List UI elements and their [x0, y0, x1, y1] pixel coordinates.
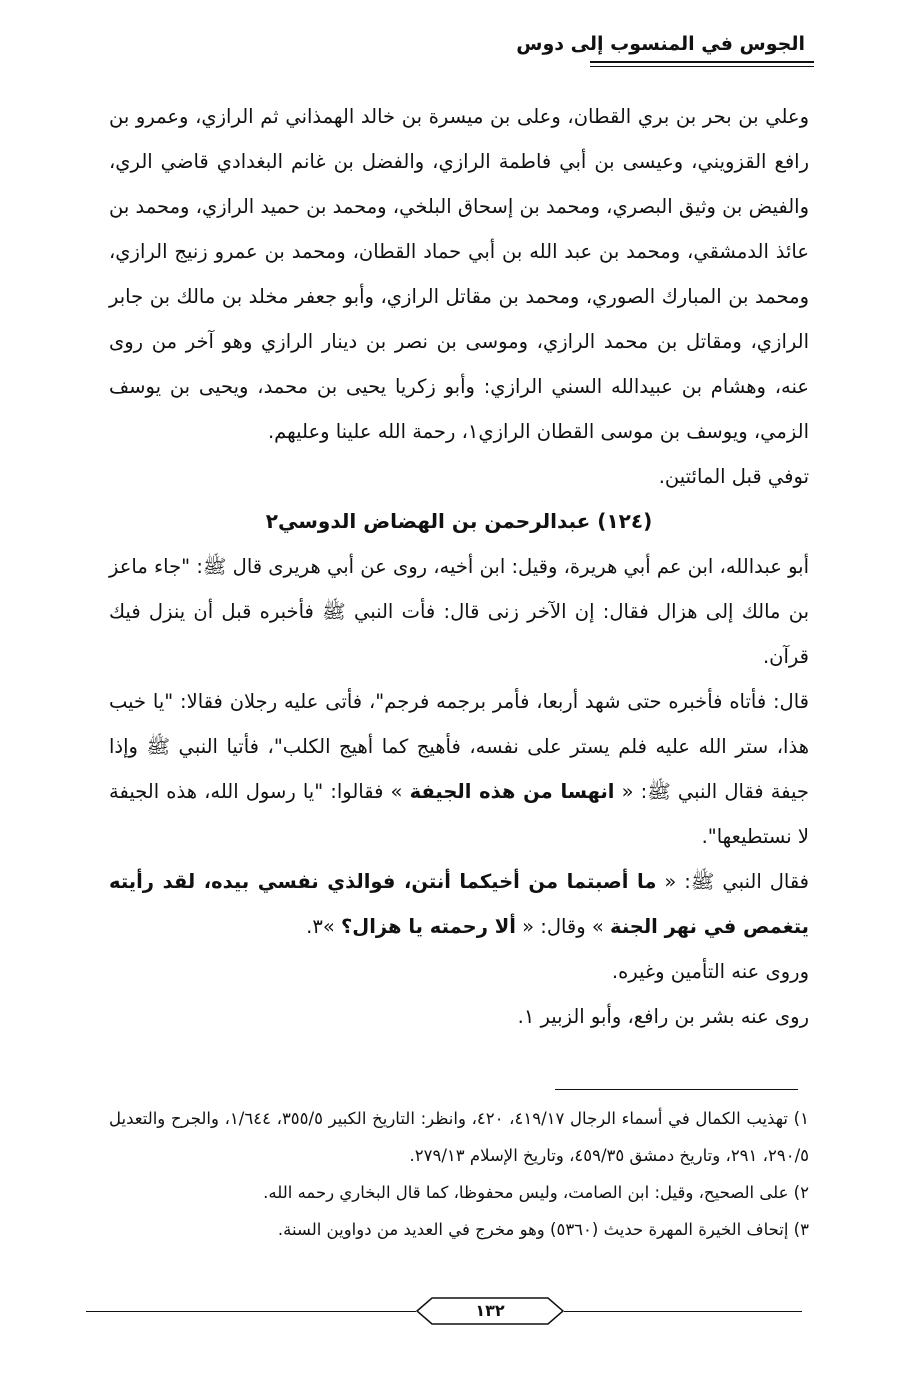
hadith-quote-bold: انهسا من هذه الجيفة	[409, 780, 615, 803]
paragraph-narrated-from: وروى عنه التأمين وغيره.	[611, 960, 809, 983]
text-run: قال: فأتاه فأخبره حتى شهد أربعا، فأمر برجمه فرجم"، فأتى عليه رجلان فقالا: "يا خيب هذا، ستر الله عليه فلم يستر على نفسه، فأهيج كما أهيج الكلب"، فأتيا النبي ﷺ وإذا جيفة فقال النبي ﷺ: «	[109, 690, 809, 803]
page-number-line-right	[564, 1311, 802, 1312]
paragraph-narrators-from-him: روى عنه بشر بن رافع، وأبو الزبير ١.	[517, 1005, 809, 1028]
paragraph-hadith-story	[109, 679, 809, 859]
running-header-title: الجوس في المنسوب إلى دوس	[516, 33, 805, 55]
paragraph-hadith-intro: أبو عبدالله، ابن عم أبي هريرة، وقيل: ابن أخيه، روى عن أبي هريرى قال ﷺ: "جاء ماعز بن مالك إلى هزال فقال: إن الآخر زنى قال: فأت النبي ﷺ فأخبره قبل أن ينزل فيك قرآن.	[109, 555, 809, 668]
paragraph-death-note: توفي قبل المائتين.	[658, 465, 809, 488]
footnote-3: ٣) إتحاف الخيرة المهرة حديث (٥٣٦٠) وهو مخرج في العديد من دواوين السنة.	[277, 1220, 809, 1239]
text-run: فقال النبي ﷺ: «	[656, 870, 810, 893]
page-number-badge	[416, 1297, 564, 1325]
hadith-quote-bold: ألا رحمته يا هزال؟	[341, 915, 516, 938]
page-number-ornament	[86, 1296, 802, 1326]
paragraph-prophet-saying	[109, 859, 809, 949]
main-text	[109, 94, 809, 1039]
footnotes	[109, 1100, 809, 1248]
page-number-line-left	[86, 1311, 416, 1312]
paragraph-narrators-list: وعلي بن بحر بن بري القطان، وعلى بن ميسرة بن خالد الهمذاني ثم الرازي، وعمرو بن رافع القزويني، وعيسى بن أبي فاطمة الرازي، والفضل بن غانم البغدادي قاضي الري، والفيض بن وثيق البصري، ومحمد بن إسحاق البلخي، ومحمد بن حميد الرازي، ومحمد بن عائذ الدمشقي، ومحمد بن عبد الله بن أبي حماد القطان، ومحمد بن عمرو زنيج الرازي، ومحمد بن المبارك الصوري، ومحمد بن مقاتل الرازي، وأبو جعفر مخلد بن مالك بن جابر الرازي، ومقاتل بن محمد الرازي، وموسى بن نصر بن دينار الرازي وهو آخر من روى عنه، وهشام بن عبيدالله السني الرازي: وأبو زكريا يحيى بن محمد، ويحيى بن يوسف الزمي، ويوسف بن موسى القطان الرازي١، رحمة الله علينا وعليهم.	[109, 105, 809, 443]
hadith-quote-bold: ما أصبتما من أخيكما أنتن، فوالذي نفسي بيده، لقد رأيته يتغمص في نهر الجنة	[109, 870, 809, 938]
footnote-1: ١) تهذيب الكمال في أسماء الرجال ٤١٩/١٧، ٤٢٠، وانظر: التاريخ الكبير ٣٥٥/٥، ١/٦٤٤، والجرح والتعديل ٢٩٠/٥، ٢٩١، وتاريخ دمشق ٤٥٩/٣٥، وتاريخ الإسلام ٢٧٩/١٣.	[109, 1109, 809, 1165]
footnote-2: ٢) على الصحيح، وقيل: ابن الصامت، وليس محفوظا، كما قال البخاري رحمه الله.	[263, 1183, 809, 1202]
header-rule-thin	[590, 66, 814, 67]
text-run: » وقال: «	[515, 915, 610, 938]
footnote-separator	[555, 1089, 798, 1090]
page-number: ١٣٢	[475, 1301, 505, 1320]
text-run: »٣.	[306, 915, 341, 938]
text-run: » فقالوا: "يا رسول الله، هذه الجيفة لا نستطيعها".	[109, 780, 809, 848]
header-rule-thick	[590, 61, 814, 63]
section-title: (١٢٤) عبدالرحمن بن الهضاض الدوسي٢	[265, 509, 653, 533]
